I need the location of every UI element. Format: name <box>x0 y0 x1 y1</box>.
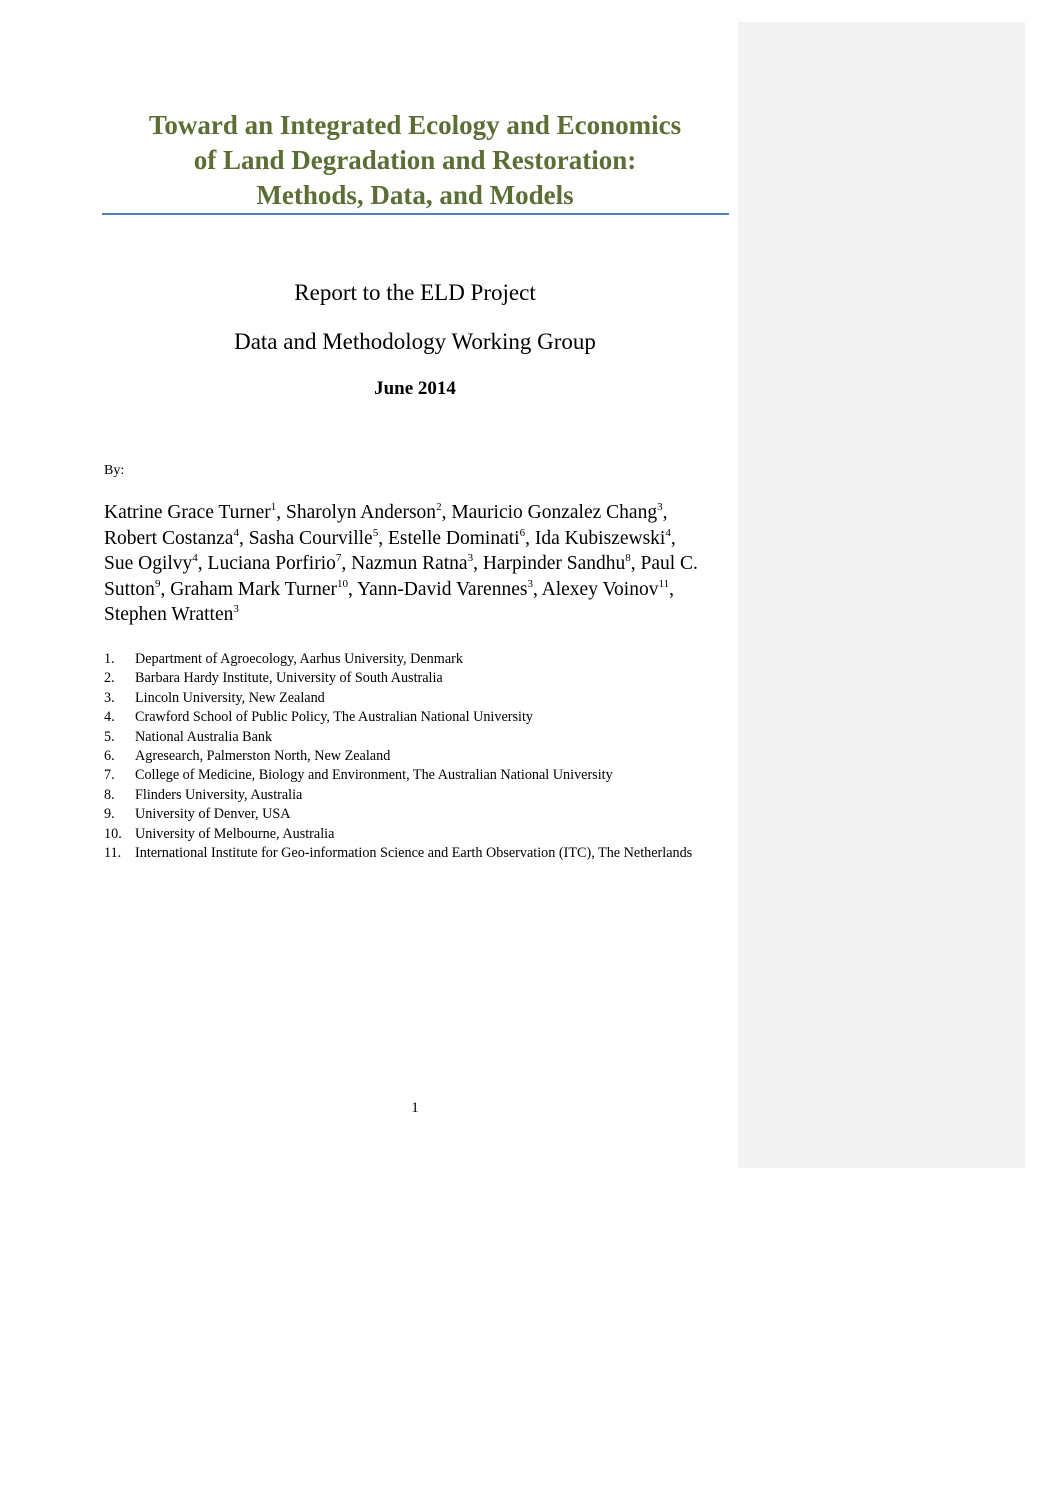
author-affiliation-marker: 2 <box>436 501 442 513</box>
author-affiliation-marker: 4 <box>233 526 239 539</box>
affiliation-text: College of Medicine, Biology and Environment, The Australian National University <box>135 767 613 784</box>
author-separator: , <box>378 527 388 549</box>
author-name: Stephen Wratten <box>104 604 234 625</box>
author-affiliation-marker: 3 <box>233 603 239 615</box>
author-separator: , <box>441 502 452 523</box>
affiliation-number: 4. <box>104 709 115 726</box>
author-separator: , <box>197 553 208 574</box>
author-name: Ida Kubiszewski <box>534 527 666 549</box>
author-affiliation-marker: 4 <box>665 526 671 539</box>
affiliation-text: International Institute for Geo-information Science and Earth Observation (ITC), The Netherlands <box>135 845 693 862</box>
author-separator: , <box>473 553 483 574</box>
affiliation-item <box>104 825 714 844</box>
author-affiliation-marker: 6 <box>519 526 526 539</box>
author-separator: , <box>160 578 171 600</box>
title-underline-rule <box>102 213 729 215</box>
page-number: 1 <box>411 1100 419 1116</box>
affiliation-item <box>104 747 714 766</box>
affiliation-number: 2. <box>104 670 115 687</box>
by-label: By: <box>104 463 125 478</box>
author-name: Nazmun Ratna <box>351 553 468 574</box>
author-separator: , <box>630 553 641 574</box>
affiliation-text: National Australia Bank <box>135 728 273 745</box>
affiliation-number: 3. <box>104 689 115 706</box>
affiliation-text: Barbara Hardy Institute, University of South Australia <box>135 670 443 687</box>
report-subtitle: Report to the ELD Project <box>294 280 536 305</box>
affiliation-item <box>104 650 714 669</box>
affiliation-number: 8. <box>104 786 115 803</box>
author-affiliation-marker: 8 <box>625 552 631 564</box>
author-affiliation-marker: 4 <box>192 552 198 564</box>
affiliation-item <box>104 766 714 785</box>
author-affiliation-marker: 1 <box>270 501 277 513</box>
affiliation-text: Agresearch, Palmerston North, New Zealand <box>135 748 391 765</box>
author-name: Alexey Voinov <box>541 578 659 600</box>
affiliation-number: 7. <box>104 767 115 784</box>
title-line-2: of Land Degradation and Restoration: <box>193 145 637 175</box>
author-separator: , <box>276 502 287 523</box>
affiliation-number: 1. <box>104 651 115 667</box>
working-group-subtitle: Data and Methodology Working Group <box>234 329 596 354</box>
affiliation-item <box>104 728 714 747</box>
affiliation-number: 9. <box>104 806 115 823</box>
author-separator: , <box>670 527 681 549</box>
author-affiliation-marker: 3 <box>527 577 533 590</box>
author-separator: , <box>341 553 352 574</box>
author-affiliation-marker: 9 <box>154 577 161 590</box>
affiliation-number: 5. <box>104 728 115 745</box>
affiliation-item <box>104 786 714 805</box>
author-name: Estelle Dominati <box>387 527 520 549</box>
author-name: Sasha Courville <box>248 527 373 549</box>
document-title <box>100 108 730 213</box>
affiliation-item <box>104 805 714 824</box>
author-name: Graham Mark Turner <box>170 578 337 600</box>
author-name: Mauricio Gonzalez Chang <box>451 502 658 523</box>
author-affiliation-marker: 7 <box>335 552 342 564</box>
affiliation-item <box>104 708 714 727</box>
author-name: Sharolyn Anderson <box>286 502 437 523</box>
affiliation-text: University of Denver, USA <box>135 806 291 823</box>
author-affiliation-marker: 3 <box>467 552 474 564</box>
author-affiliation-marker: 10 <box>337 577 348 590</box>
author-name: Katrine Grace Turner <box>104 502 271 523</box>
author-separator: , <box>532 578 542 600</box>
author-name: Yann-David Varennes <box>357 578 528 600</box>
author-affiliation-marker: 11 <box>658 577 670 590</box>
author-separator: , <box>348 578 358 600</box>
affiliation-text: Lincoln University, New Zealand <box>135 689 325 706</box>
affiliation-text: Department of Agroecology, Aarhus University, Denmark <box>135 651 463 667</box>
author-affiliation-marker: 3 <box>657 501 663 513</box>
author-name: Sue Ogilvy <box>104 553 193 574</box>
comment-margin-pane <box>738 22 1025 1168</box>
author-separator: , <box>238 527 249 549</box>
affiliation-text: University of Melbourne, Australia <box>135 825 335 842</box>
author-name: Luciana Porfirio <box>207 553 336 574</box>
affiliation-list <box>104 650 714 863</box>
author-name: Robert Costanza <box>104 527 234 549</box>
author-affiliation-marker: 5 <box>372 526 379 539</box>
report-date: June 2014 <box>374 378 456 399</box>
affiliation-number: 10. <box>104 825 122 842</box>
affiliation-item <box>104 689 714 708</box>
affiliation-number: 6. <box>104 748 115 765</box>
author-name: Harpinder Sandhu <box>482 553 626 574</box>
title-line-3: Methods, Data, and Models <box>256 180 574 210</box>
author-list <box>104 500 709 628</box>
affiliation-text: Flinders University, Australia <box>135 786 303 803</box>
author-separator: , <box>525 527 535 549</box>
title-line-1: Toward an Integrated Ecology and Economics <box>148 110 682 140</box>
author-name: Paul C. Sutton <box>104 553 698 600</box>
affiliation-item <box>104 669 714 688</box>
affiliation-text: Crawford School of Public Policy, The Australian National University <box>135 709 533 726</box>
author-separator: , <box>669 578 679 600</box>
affiliation-item <box>104 844 714 863</box>
affiliation-number: 11. <box>104 845 122 862</box>
author-separator: , <box>662 502 673 523</box>
